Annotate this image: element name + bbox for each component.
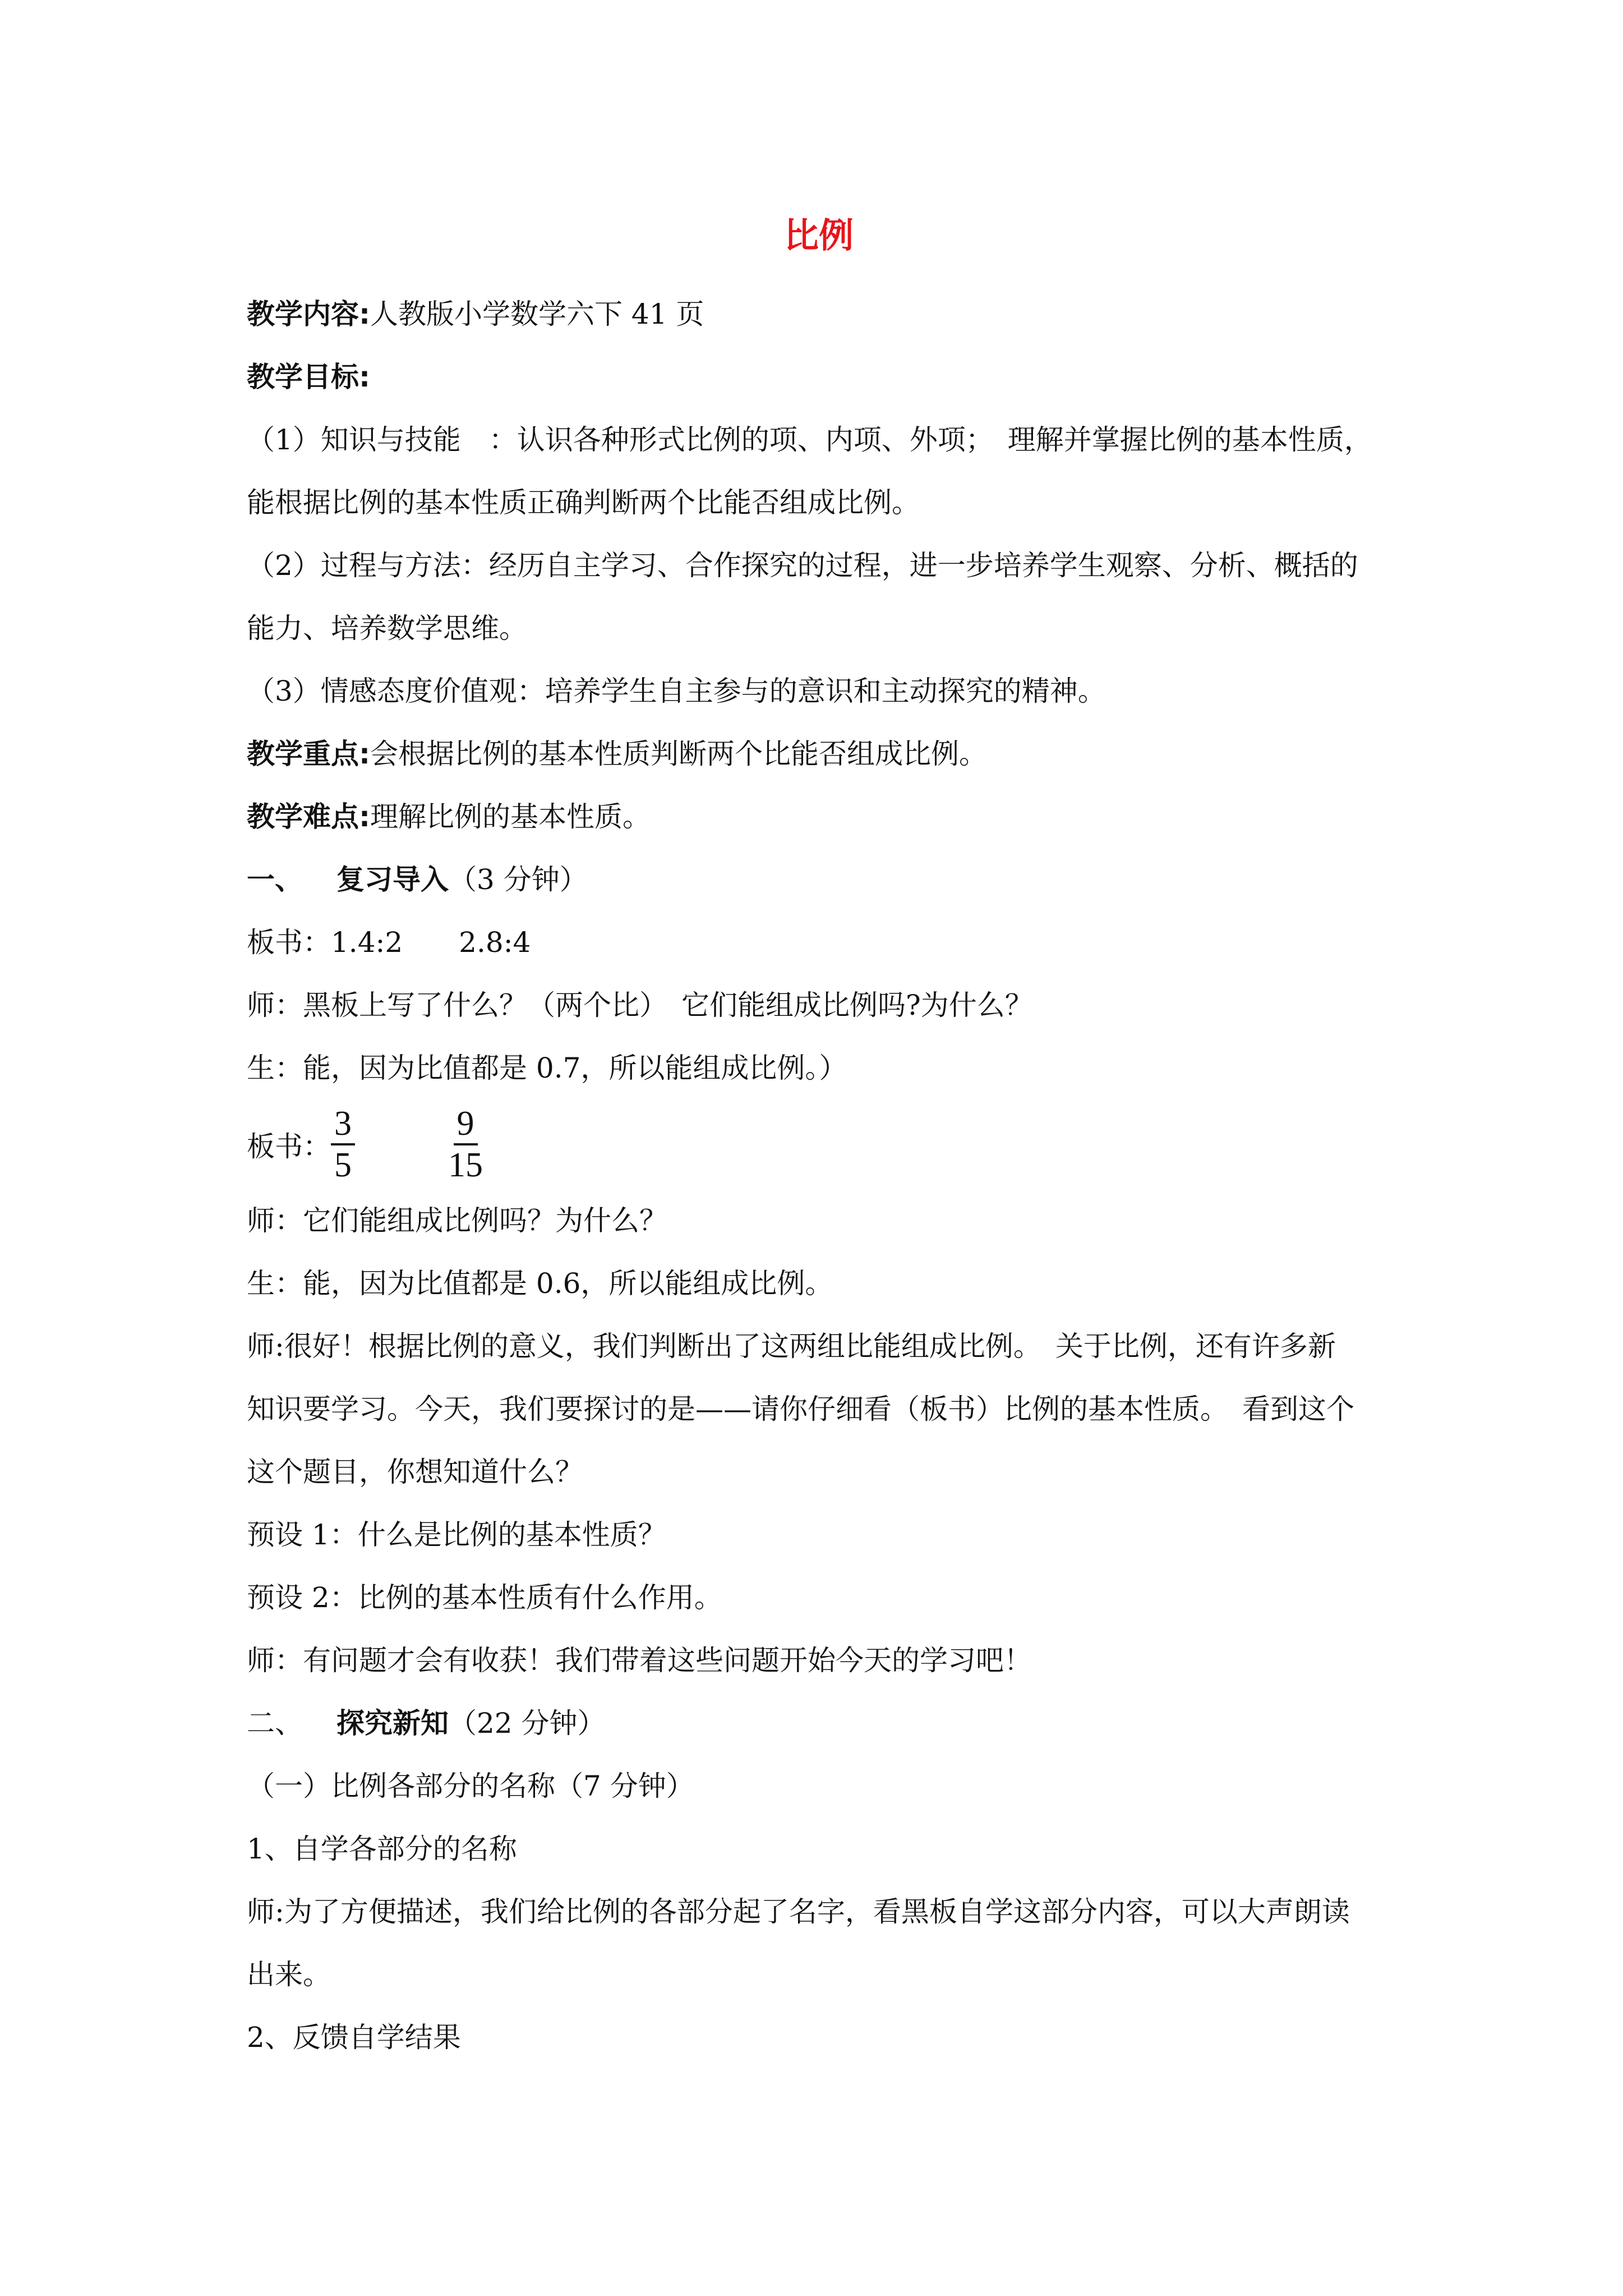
- item-1: 1、自学各部分的名称: [247, 1833, 517, 1865]
- fraction-2-numerator: 9: [454, 1104, 478, 1145]
- sec2-title: 探究新知: [336, 1707, 449, 1740]
- goal-2-line-2: 能力、培养数学思维。: [247, 612, 527, 645]
- teacher-3-line-3: 这个题目，你想知道什么？: [247, 1456, 583, 1488]
- board-2: [247, 1099, 1391, 1189]
- sec2-time: （22 分钟）: [449, 1707, 606, 1740]
- document-title: 比例: [783, 215, 854, 256]
- goal-2-line-1: （2）过程与方法：经历自主学习、合作探究的过程，进一步培养学生观察、分析、概括的: [247, 549, 1358, 582]
- board-2-label: 板书：: [247, 1130, 331, 1163]
- sec2-num: 二、: [247, 1707, 303, 1740]
- teacher-1: 师：黑板上写了什么？（两个比） 它们能组成比例吗?为什么？: [247, 989, 1033, 1022]
- content-label: 教学内容:: [247, 298, 370, 330]
- difficult-point: [247, 785, 1391, 848]
- sec1-num: 一、: [247, 863, 303, 896]
- fraction-9-15: [445, 1104, 486, 1185]
- teacher-3-line-1: 师:很好！根据比例的意义，我们判断出了这两组比能组成比例。 关于比例，还有许多新: [247, 1330, 1336, 1363]
- fraction-2-denominator: 15: [448, 1146, 483, 1184]
- key-label: 教学重点:: [247, 738, 370, 770]
- teacher-4: 师：有问题才会有收获！我们带着这些问题开始今天的学习吧！: [247, 1644, 1032, 1677]
- preset-2: 预设 2：比例的基本性质有什么作用。: [247, 1581, 722, 1614]
- document-page: [247, 213, 1391, 2069]
- teaching-content: [247, 283, 1391, 346]
- sec1-time: （3 分钟）: [449, 863, 588, 896]
- student-2: 生：能，因为比值都是 0.6，所以能组成比例。: [247, 1267, 833, 1300]
- item-2: 2、反馈自学结果: [247, 2021, 461, 2054]
- subsection-1: （一）比例各部分的名称（7 分钟）: [247, 1770, 694, 1802]
- preset-1: 预设 1：什么是比例的基本性质？: [247, 1519, 666, 1551]
- goal-1-line-2: 能根据比例的基本性质正确判断两个比能否组成比例。: [247, 486, 920, 519]
- key-text: 会根据比例的基本性质判断两个比能否组成比例。: [370, 738, 987, 770]
- teacher-2: 师：它们能组成比例吗？为什么？: [247, 1204, 667, 1237]
- section-2-heading: [247, 1692, 1391, 1755]
- goal-1-line-1: （1）知识与技能 ：认识各种形式比例的项、内项、外项； 理解并掌握比例的基本性质，: [247, 424, 1372, 456]
- hard-label: 教学难点:: [247, 800, 370, 833]
- fraction-3-5: [331, 1104, 355, 1185]
- fraction-1-denominator: 5: [334, 1146, 352, 1184]
- hard-text: 理解比例的基本性质。: [370, 800, 651, 833]
- teacher-3-line-2: 知识要学习。今天，我们要探讨的是——请你仔细看（板书）比例的基本性质。 看到这个: [247, 1393, 1354, 1425]
- section-1-heading: [247, 848, 1391, 911]
- teacher-5-line-1: 师:为了方便描述，我们给比例的各部分起了名字，看黑板自学这部分内容，可以大声朗读: [247, 1895, 1350, 1928]
- content-text: 人教版小学数学六下 41 页: [370, 298, 704, 330]
- goal-3: （3）情感态度价值观：培养学生自主参与的意识和主动探究的精神。: [247, 675, 1106, 707]
- sec1-title: 复习导入: [336, 863, 449, 896]
- teacher-5-line-2: 出来。: [247, 1958, 331, 1991]
- key-point: [247, 723, 1391, 785]
- goals-label: 教学目标:: [247, 361, 370, 393]
- student-1: 生：能，因为比值都是 0.7，所以能组成比例。）: [247, 1052, 847, 1084]
- board-1: 板书：1.4:2 2.8:4: [247, 926, 531, 959]
- fraction-1-numerator: 3: [331, 1104, 355, 1145]
